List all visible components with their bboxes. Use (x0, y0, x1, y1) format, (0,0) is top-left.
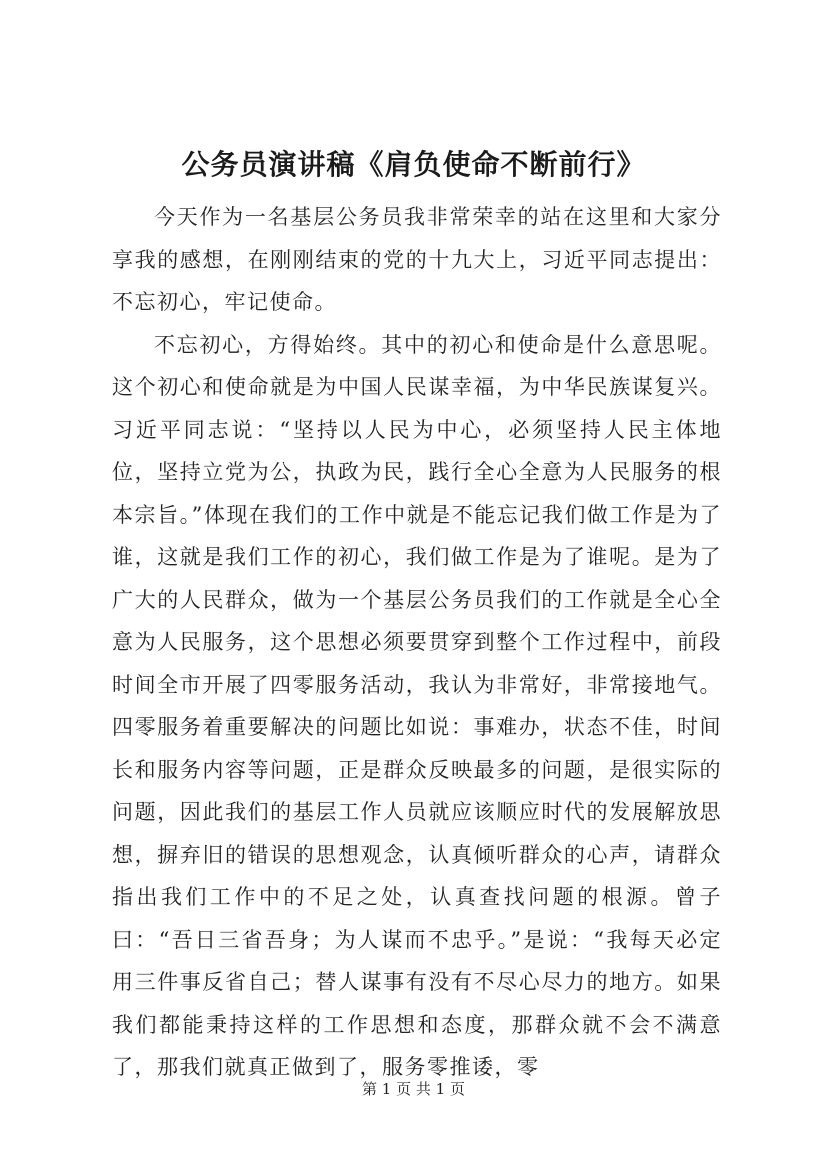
document-body (112, 196, 722, 1089)
paragraph-1: 今天作为一名基层公务员我非常荣幸的站在这里和大家分享我的感想，在刚刚结束的党的十九大上，习近平同志提出：不忘初心，牢记使命。 (112, 205, 722, 314)
document-title: 公务员演讲稿《肩负使命不断前行》 (181, 148, 646, 181)
page-footer: 第 1 页 共 1 页 (362, 1080, 465, 1098)
paragraph-2: 不忘初心，方得始终。其中的初心和使命是什么意思呢。这个初心和使命就是为中国人民谋幸福，为中华民族谋复兴。习近平同志说：“坚持以人民为中心，必须坚持人民主体地位，坚持立党为公，执政为民，践行全心全意为人民服务的根本宗旨。”体现在我们的工作中就是不能忘记我们做工作是为了谁，这就是我们工作的初心，我们做工作是为了谁呢。是为了广大的人民群众，做为一个基层公务员我们的工作就是全心全意为人民服务，这个思想必须要贯穿到整个工作过程中，前段时间全市开展了四零服务活动，我认为非常好，非常接地气。四零服务着重要解决的问题比如说：事难办，状态不佳，时间长和服务内容等问题，正是群众反映最多的问题，是很实际的问题，因此我们的基层工作人员就应该顺应时代的发展解放思想，摒弃旧的错误的思想观念，认真倾听群众的心声，请群众指出我们工作中的不足之处，认真查找问题的根源。曾子曰：“吾日三省吾身；为人谋而不忠乎。”是说：“我每天必定用三件事反省自己；替人谋事有没有不尽心尽力的地方。如果我们都能秉持这样的工作思想和态度，那群众就不会不满意了，那我们就真正做到了，服务零推诿，零 (112, 332, 722, 1079)
